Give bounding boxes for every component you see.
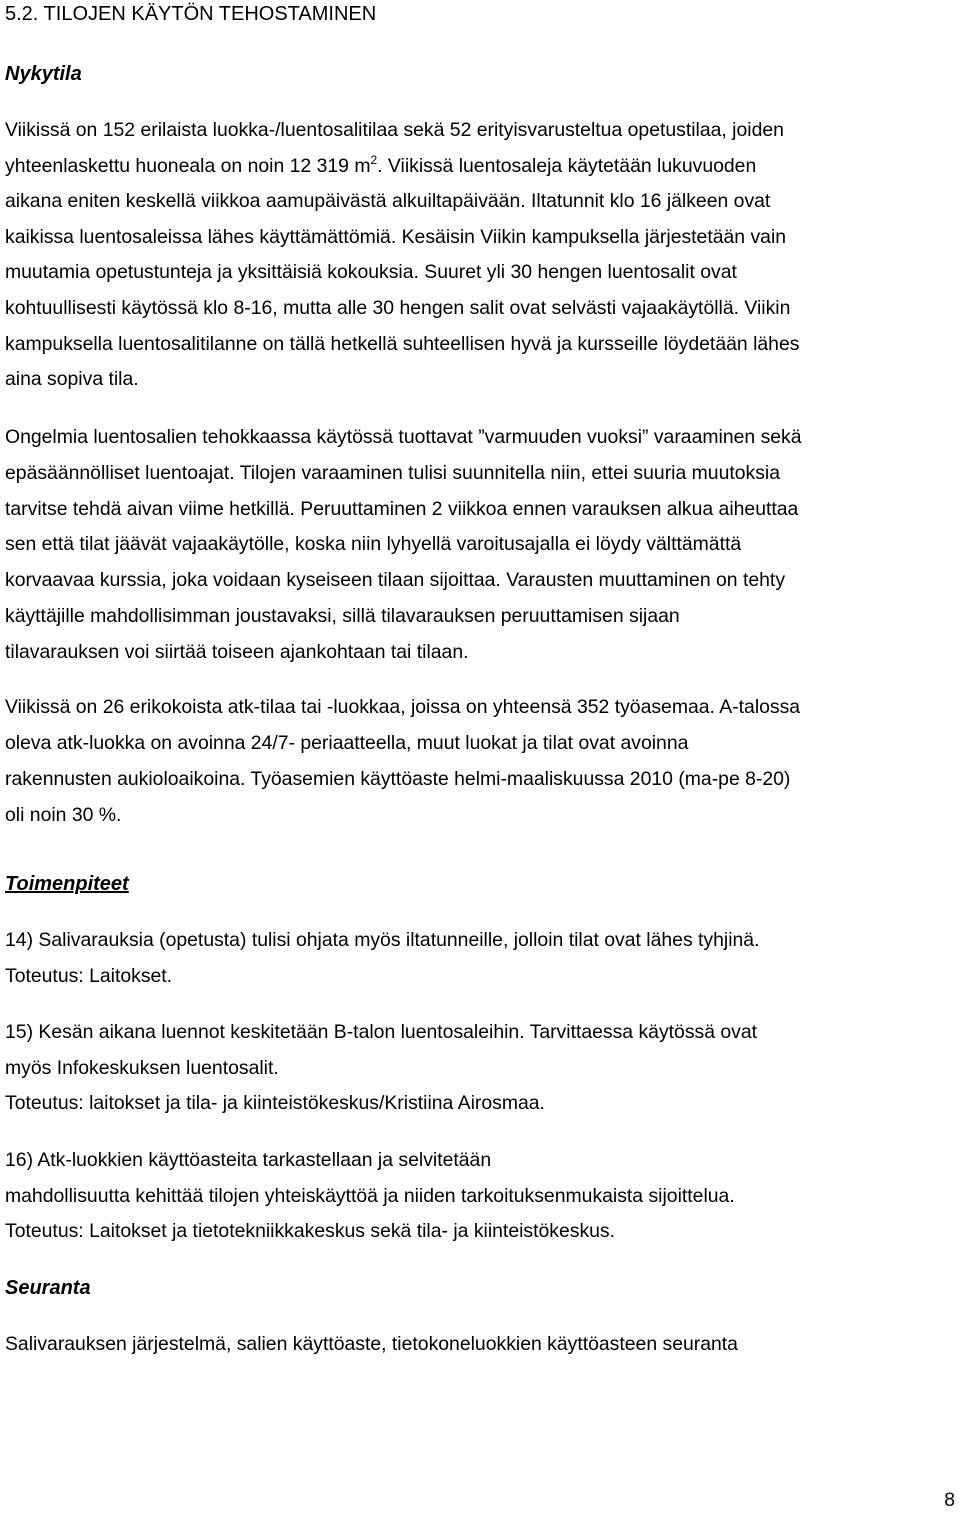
section-heading: 5.2. TILOJEN KÄYTÖN TEHOSTAMINEN [5, 3, 377, 25]
text-line: kampuksella luentosalitilanne on tällä hetkellä suhteellisen hyvä ja kursseille löydetään lähes [5, 332, 800, 355]
text-line: aina sopiva tila. [5, 368, 139, 391]
text-line: kohtuullisesti käytössä klo 8-16, mutta alle 30 hengen salit ovat selvästi vajaakäytöllä. Viikin [5, 296, 791, 319]
action-item-15 [5, 1015, 757, 1122]
text-fragment: yhteenlaskettu huoneala on noin 12 319 m [5, 154, 371, 177]
text-line: 15) Kesän aikana luennot keskitetään B-talon luentosaleihin. Tarvittaessa käytössä ovat [5, 1021, 758, 1043]
text-line: sen että tilat jäävät vajaakäytölle, koska niin lyhyellä varoitusajalla ei löydy välttämättä [5, 533, 742, 556]
toimenpiteet-heading: Toimenpiteet [5, 873, 129, 895]
nykytila-paragraph-1 [5, 113, 799, 398]
text-line: 16) Atk-luokkien käyttöasteita tarkastellaan ja selvitetään [5, 1149, 492, 1171]
text-line: Viikissä on 26 erikokoista atk-tilaa tai -luokkaa, joissa on yhteensä 352 työasemaa. A-talossa [5, 696, 801, 718]
text-line: Ongelmia luentosalien tehokkaassa käytössä tuottavat ”varmuuden vuoksi” varaaminen sekä [5, 426, 802, 448]
page-number: 8 [944, 1489, 955, 1511]
superscript: 2 [370, 152, 378, 167]
text-line: Viikissä on 152 erilaista luokka-/luentosalitilaa sekä 52 erityisvarusteltua opetustilaa, joiden [5, 119, 784, 141]
nykytila-paragraph-2 [5, 420, 802, 671]
seuranta-text: Salivarauksen järjestelmä, salien käyttöaste, tietokoneluokkien käyttöasteen seuranta [5, 1333, 738, 1355]
text-line: kaikissa luentosaleissa lähes käyttämättömiä. Kesäisin Viikin kampuksella järjestetään vain [5, 225, 787, 248]
text-line: oleva atk-luokka on avoinna 24/7- periaatteella, muut luokat ja tilat ovat avoinna [5, 732, 689, 754]
text-line: 14) Salivarauksia (opetusta) tulisi ohjata myös iltatunneille, jolloin tilat ovat lähes tyhjinä. [5, 929, 760, 951]
text-line: epäsäännölliset luentoajat. Tilojen varaaminen tulisi suunnitella niin, ettei suuria muutoksia [5, 461, 781, 484]
text-line: käyttäjille mahdollisimman joustavaksi, sillä tilavarauksen peruuttamisen sijaan [5, 604, 680, 627]
text-line: aikana eniten keskellä viikkoa aamupäivästä alkuiltapäivään. Iltatunnit klo 16 jälkeen ovat [5, 190, 771, 213]
text-line: rakennusten aukioloaikoina. Työasemien käyttöaste helmi-maaliskuussa 2010 (ma-pe 8-20) [5, 768, 791, 790]
seuranta-heading: Seuranta [5, 1277, 91, 1299]
text-line [5, 149, 799, 185]
text-line: oli noin 30 %. [5, 804, 122, 826]
text-line: muutamia opetustunteja ja yksittäisiä kokouksia. Suuret yli 30 hengen luentosalit ovat [5, 261, 737, 284]
text-line: tilavarauksen voi siirtää toiseen ajankohtaan tai tilaan. [5, 640, 469, 663]
text-line: Toteutus: Laitokset. [5, 964, 173, 987]
nykytila-paragraph-3 [5, 689, 800, 833]
text-line: korvaavaa kurssia, joka voidaan kyseiseen tilaan sijoittaa. Varausten muuttaminen on tehty [5, 569, 786, 592]
text-line: tarvitse tehdä aivan viime hetkillä. Peruuttaminen 2 viikkoa ennen varauksen alkua aiheuttaa [5, 497, 799, 520]
text-line: Toteutus: Laitokset ja tietotekniikkakeskus sekä tila- ja kiinteistökeskus. [5, 1220, 616, 1243]
action-item-14 [5, 923, 759, 994]
text-line: mahdollisuutta kehittää tilojen yhteiskäyttöä ja niiden tarkoituksenmukaista sijoittelua. [5, 1184, 735, 1207]
nykytila-heading: Nykytila [5, 63, 82, 85]
action-item-16 [5, 1143, 735, 1250]
text-line: Toteutus: laitokset ja tila- ja kiinteistökeskus/Kristiina Airosmaa. [5, 1092, 545, 1115]
text-fragment: . Viikissä luentosaleja käytetään lukuvuoden [377, 154, 757, 177]
text-line: myös Infokeskuksen luentosalit. [5, 1056, 279, 1079]
